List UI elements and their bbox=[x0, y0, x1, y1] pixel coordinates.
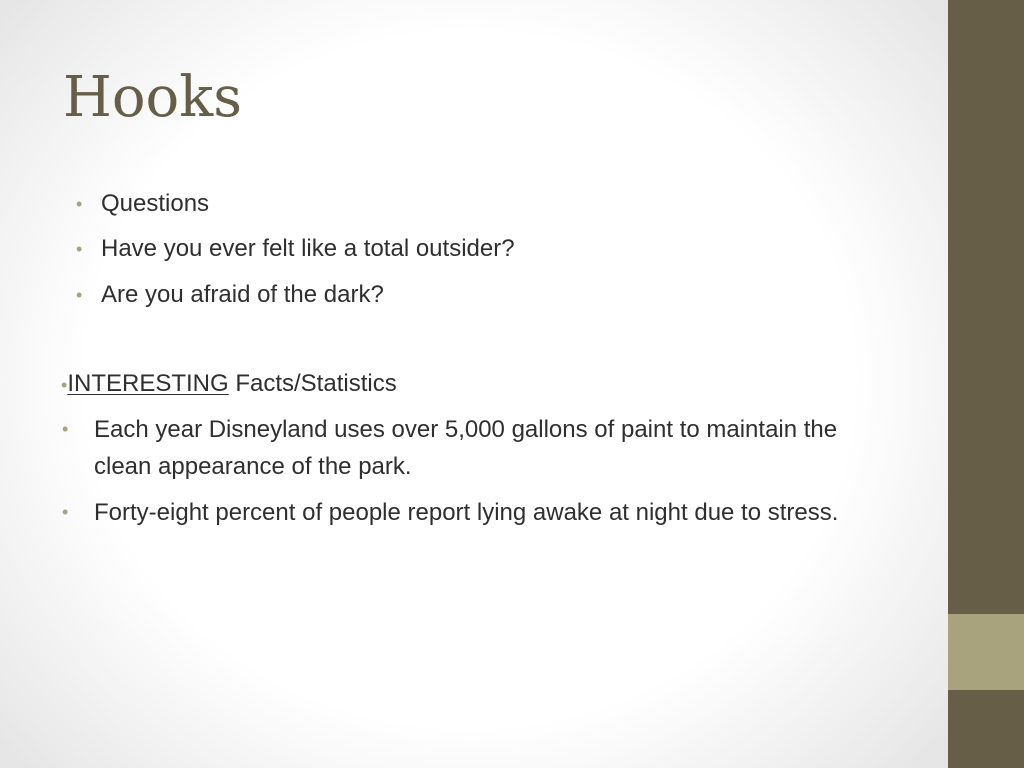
list-item-stress-fact: Forty-eight percent of people report lying awake at night due to stress. bbox=[94, 499, 839, 526]
slide-title: Hooks bbox=[63, 65, 242, 130]
list-item-disneyland-fact: Each year Disneyland uses over 5,000 gallons of paint to maintain the clean appearance of the park. bbox=[94, 416, 838, 480]
side-bar-accent-decoration bbox=[948, 614, 1024, 690]
bullet-icon: • bbox=[76, 194, 83, 214]
bullet-icon: • bbox=[61, 375, 68, 395]
facts-heading-emphasis: INTERESTING bbox=[67, 370, 229, 397]
facts-heading-rest: Facts/Statistics bbox=[228, 370, 397, 397]
list-item-questions: Questions bbox=[101, 190, 210, 217]
bullet-icon: • bbox=[62, 502, 69, 522]
bullet-icon: • bbox=[76, 239, 83, 259]
list-item-outsider-question: Have you ever felt like a total outsider? bbox=[101, 235, 515, 262]
facts-heading bbox=[61, 366, 397, 403]
list-item-dark-question: Are you afraid of the dark? bbox=[101, 281, 384, 308]
bullet-icon: • bbox=[62, 419, 69, 439]
bullet-icon: • bbox=[76, 285, 83, 305]
